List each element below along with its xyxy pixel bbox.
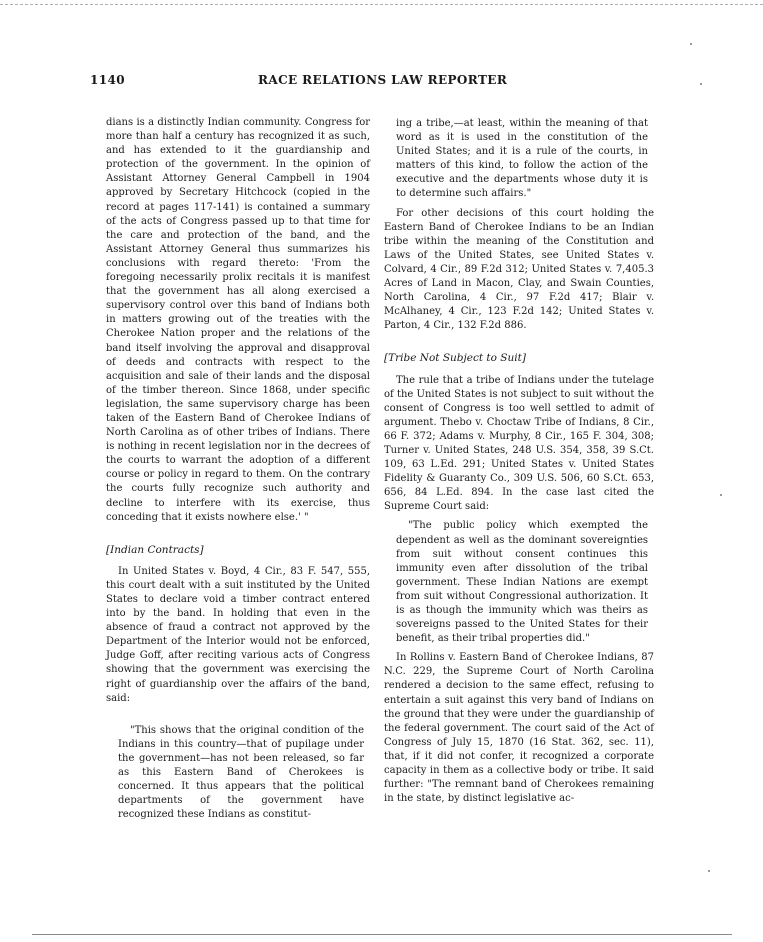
right-paragraph-3: In Rollins v. Eastern Band of Cherokee Indians, 87 N.C. 229, the Supreme Court of North Carolina rendered a decision to the same effect, refusing to entertain a suit against this very band of Indians on the ground that they were under the guardianship of the federal government. The court said of the Act of Congress of July 15, 1870 (16 Stat. 362, sec. 11), that, if it did not confer, it recognized a corporate capacity in them as a collective body or tribe. It said further: "The remnant band of Cherokees remaining in the state, by distinct legislative ac- <box>384 652 654 805</box>
scan-speck <box>700 83 702 85</box>
right-column <box>384 117 654 806</box>
scan-speck <box>720 494 722 496</box>
right-quote-continued: ing a tribe,—at least, within the meaning of that word as it is used in the constitution of the United States; and it is a rule of the courts, in matters of this kind, to follow the action of the executive and the departments whose duty it is to determine such affairs." <box>396 118 648 200</box>
scan-speck <box>690 43 692 45</box>
left-column <box>106 116 370 822</box>
page-header <box>90 73 680 89</box>
page-number: 1140 <box>90 73 125 87</box>
right-paragraph-1: For other decisions of this court holding the Eastern Band of Cherokee Indians to be an Indian tribe within the meaning of the Constitution and Laws of the United States, see United States v. Colvard, 4 Cir., 89 F.2d 312; United States v. 7,405.3 Acres of Land in Macon, Clay, and Swain Counties, North Carolina, 4 Cir., 97 F.2d 417; Blair v. McAlhaney, 4 Cir., 123 F.2d 142; United States v. Parton, 4 Cir., 132 F.2d 886. <box>384 207 654 332</box>
section-heading-indian-contracts: [Indian Contracts] <box>106 543 204 556</box>
scan-speck <box>708 870 710 872</box>
left-block-quote: "This shows that the original condition of the Indians in this country—that of pupilage under the government—has not been released, so far as this Eastern Band of Cherokees is concerned. It thus appears that the political departments of the government have recognized these Indians as constitut- <box>118 724 364 821</box>
right-paragraph-2: The rule that a tribe of Indians under the tutelage of the United States is not subject to suit without the consent of Congress is too well settled to admit of argument. Thebo v. Choctaw Tribe of Indians, 8 Cir., 66 F. 372; Adams v. Murphy, 8 Cir., 165 F. 304, 308; Turner v. United States, 248 U.S. 354, 358, 39 S.Ct. 109, 63 L.Ed. 291; United States v. United States Fidelity & Guaranty Co., 309 U.S. 506, 60 S.Ct. 653, 656, 84 L.Ed. 894. In the case last cited the Supreme Court said: <box>384 374 654 513</box>
bottom-scan-rule <box>32 934 732 935</box>
right-block-quote: "The public policy which exempted the dependent as well as the dominant sovereignties from suit without consent continues this immunity even after dissolution of the tribal government. These Indian Nations are exempt from suit without Congressional authorization. It is as though the immunity which was theirs as sovereigns passed to the United States for their benefit, as their tribal properties did." <box>396 520 648 645</box>
left-paragraph-1: dians is a distinctly Indian community. Congress for more than half a century has recognized it as such, and has extended to it the guardianship and protection of the government. In the opinion of Assistant Attorney General Campbell in 1904 approved by Secretary Hitchcock (copied in the record at pages 117-141) is contained a summary of the acts of Congress passed up to that time for the care and protection of the band, and the Assistant Attorney General thus summarizes his conclusions with regard thereto: 'From the foregoing necessarily prolix recitals it is manifest that the government has all along exercised a supervisory control over this band of Indians both in matters growing out of the treaties with the Cherokee Nation proper and the relations of the band itself involving the approval and disapproval of deeds and contracts with respect to the acquisition and sale of their lands and the disposal of the timber thereon. Since 1868, under specific legislation, the same supervisory charge has been taken of the Eastern Band of Cherokee Indians of North Carolina as of other tribes of Indians. There is nothing in recent legislation nor in the decrees of the courts to warrant the adoption of a different course or policy in regard to them. On the contrary the courts fully recognize such authority and decline to interfere with its exercise, thus conceding that it exists nowhere else.' " <box>106 117 370 523</box>
top-edge-dashes <box>0 4 763 5</box>
section-heading-tribe-not-subject-to-suit: [Tribe Not Subject to Suit] <box>384 352 526 365</box>
left-paragraph-2: In United States v. Boyd, 4 Cir., 83 F. 547, 555, this court dealt with a suit instituted by the United States to declare void a timber contract entered into by the band. In holding that even in the absence of fraud a contract not approved by the Department of the Interior would not be enforced, Judge Goff, after reciting various acts of Congress showing that the government was exercising the right of guardianship over the affairs of the band, said: <box>106 565 370 704</box>
running-head: RACE RELATIONS LAW REPORTER <box>258 73 508 87</box>
